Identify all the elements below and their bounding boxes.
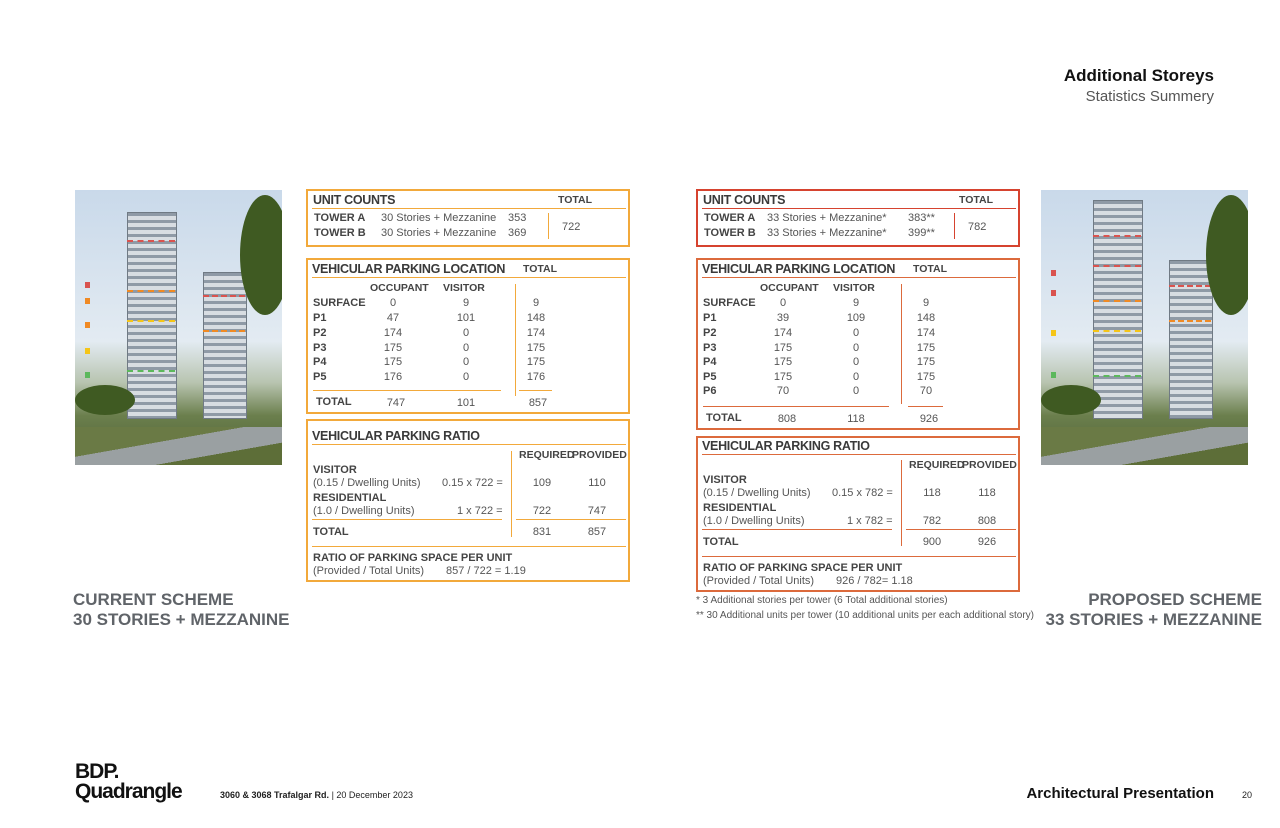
page-number: 20 xyxy=(1242,790,1253,800)
tower-a-units: 383** xyxy=(908,212,935,224)
residential-calc: 1 x 722 = xyxy=(457,505,503,517)
parking-location-title: VEHICULAR PARKING LOCATION xyxy=(702,262,896,276)
level-label: P4 xyxy=(313,356,327,368)
current-scheme-line1: CURRENT SCHEME xyxy=(73,590,234,609)
total-value: 175 xyxy=(916,371,936,383)
occupant-value: 175 xyxy=(773,371,793,383)
visitor-value: 0 xyxy=(852,327,860,339)
tower-a-label: TOWER A xyxy=(314,212,366,224)
visitor-provided: 118 xyxy=(978,487,996,499)
overall-total: 857 xyxy=(528,397,548,409)
occupant-value: 70 xyxy=(776,385,790,397)
visitor-value: 0 xyxy=(462,327,470,339)
current-parking-location-table xyxy=(306,258,630,414)
total-value: 9 xyxy=(532,297,540,309)
visitor-value: 0 xyxy=(852,385,860,397)
unit-counts-title: UNIT COUNTS xyxy=(313,193,396,207)
overall-total: 926 xyxy=(919,413,939,425)
total-value: 9 xyxy=(922,297,930,309)
parking-total-label: TOTAL xyxy=(316,396,352,408)
proposed-parking-ratio-table xyxy=(696,436,1020,592)
total-value: 174 xyxy=(526,327,546,339)
visitor-required: 118 xyxy=(923,487,941,499)
level-label: P2 xyxy=(313,327,327,339)
tower-b-units: 369 xyxy=(508,227,527,239)
page-title: Additional Storeys xyxy=(1063,66,1214,85)
visitor-value: 0 xyxy=(462,342,470,354)
ratio-per-unit-label: RATIO OF PARKING SPACE PER UNIT xyxy=(313,552,513,564)
current-scheme-title xyxy=(73,590,289,630)
level-label: P6 xyxy=(703,385,717,397)
visitor-calc: 0.15 x 722 = xyxy=(442,477,503,489)
occupant-header: OCCUPANT xyxy=(370,282,429,294)
tower-b-desc: 30 Stories + Mezzanine xyxy=(381,227,497,239)
occupant-value: 175 xyxy=(383,342,403,354)
logo-line2: Quadrangle xyxy=(75,780,182,803)
proposed-scheme-rendering xyxy=(1041,190,1248,465)
logo-line1: BDP. xyxy=(75,760,119,783)
proposed-unit-counts-table xyxy=(696,189,1020,247)
tower-b-label: TOWER B xyxy=(314,227,366,239)
level-label: SURFACE xyxy=(703,297,756,309)
unit-counts-total-header: TOTAL xyxy=(959,194,994,206)
ratio-total-label: TOTAL xyxy=(703,536,739,548)
occupant-total: 747 xyxy=(386,397,406,409)
occupant-value: 47 xyxy=(386,312,400,324)
visitor-provided: 110 xyxy=(588,477,606,489)
residential-calc: 1 x 782 = xyxy=(847,515,893,527)
level-label: SURFACE xyxy=(313,297,366,309)
unit-counts-total: 782 xyxy=(968,221,987,233)
visitor-value: 0 xyxy=(462,371,470,383)
footer-address: 3060 & 3068 Trafalgar Rd. xyxy=(220,790,330,800)
footer-presentation-title: Architectural Presentation xyxy=(1026,785,1214,802)
ratio-total-required: 900 xyxy=(922,536,942,548)
level-label: P5 xyxy=(313,371,327,383)
total-value: 176 xyxy=(526,371,546,383)
page-subtitle: Statistics Summery xyxy=(1085,88,1214,105)
visitor-value: 0 xyxy=(462,356,470,368)
footer-date: | 20 December 2023 xyxy=(329,790,413,800)
occupant-value: 175 xyxy=(773,342,793,354)
occupant-value: 175 xyxy=(383,356,403,368)
occupant-value: 0 xyxy=(389,297,397,309)
total-value: 148 xyxy=(916,312,936,324)
level-label: P5 xyxy=(703,371,717,383)
level-label: P4 xyxy=(703,356,717,368)
parking-ratio-title: VEHICULAR PARKING RATIO xyxy=(312,429,480,443)
visitor-total: 101 xyxy=(456,397,476,409)
current-unit-counts-table xyxy=(306,189,630,247)
tower-a-units: 353 xyxy=(508,212,527,224)
residential-sub: (1.0 / Dwelling Units) xyxy=(703,515,805,527)
current-parking-ratio-table xyxy=(306,419,630,582)
provided-header: PROVIDED xyxy=(962,459,1017,471)
residential-label: RESIDENTIAL xyxy=(313,492,387,504)
occupant-value: 174 xyxy=(773,327,793,339)
occupant-value: 174 xyxy=(383,327,403,339)
bdp-quadrangle-logo xyxy=(75,762,182,802)
total-value: 175 xyxy=(916,356,936,368)
tower-a-label: TOWER A xyxy=(704,212,756,224)
parking-ratio-title: VEHICULAR PARKING RATIO xyxy=(702,439,870,453)
visitor-value: 109 xyxy=(846,312,866,324)
required-header: REQUIRED xyxy=(909,459,965,471)
residential-label: RESIDENTIAL xyxy=(703,502,777,514)
current-scheme-rendering xyxy=(75,190,282,465)
visitor-value: 101 xyxy=(456,312,476,324)
tower-a-desc: 33 Stories + Mezzanine* xyxy=(767,212,887,224)
total-value: 148 xyxy=(526,312,546,324)
proposed-scheme-title xyxy=(1046,590,1262,630)
parking-location-title: VEHICULAR PARKING LOCATION xyxy=(312,262,506,276)
ratio-per-unit-sub: (Provided / Total Units) xyxy=(703,575,815,587)
parking-location-total-header: TOTAL xyxy=(523,263,558,275)
residential-provided: 808 xyxy=(977,515,997,527)
visitor-label: VISITOR xyxy=(703,474,747,486)
visitor-value: 0 xyxy=(852,342,860,354)
ratio-per-unit-calc: 926 / 782= 1.18 xyxy=(836,575,913,587)
visitor-value: 0 xyxy=(852,356,860,368)
proposed-scheme-line1: PROPOSED SCHEME xyxy=(1088,590,1262,609)
visitor-label: VISITOR xyxy=(313,464,357,476)
occupant-value: 175 xyxy=(773,356,793,368)
ratio-total-provided: 857 xyxy=(587,526,607,538)
visitor-value: 9 xyxy=(852,297,860,309)
level-label: P1 xyxy=(703,312,717,324)
residential-required: 782 xyxy=(922,515,942,527)
tower-b-units: 399** xyxy=(908,227,935,239)
ratio-total-required: 831 xyxy=(532,526,552,538)
level-label: P2 xyxy=(703,327,717,339)
visitor-value: 9 xyxy=(462,297,470,309)
residential-provided: 747 xyxy=(587,505,607,517)
ratio-per-unit-label: RATIO OF PARKING SPACE PER UNIT xyxy=(703,562,903,574)
parking-location-total-header: TOTAL xyxy=(913,263,948,275)
visitor-sub: (0.15 / Dwelling Units) xyxy=(703,487,811,499)
total-value: 174 xyxy=(916,327,936,339)
parking-total-label: TOTAL xyxy=(706,412,742,424)
level-label: P3 xyxy=(313,342,327,354)
ratio-per-unit-sub: (Provided / Total Units) xyxy=(313,565,425,577)
unit-counts-total: 722 xyxy=(562,221,581,233)
visitor-sub: (0.15 / Dwelling Units) xyxy=(313,477,421,489)
level-label: P3 xyxy=(703,342,717,354)
footer-project-info xyxy=(220,790,413,800)
footnote-additional-units: ** 30 Additional units per tower (10 additional units per each additional story) xyxy=(696,610,1034,621)
proposed-parking-location-table xyxy=(696,258,1020,430)
visitor-total: 118 xyxy=(847,413,865,425)
occupant-value: 0 xyxy=(779,297,787,309)
required-header: REQUIRED xyxy=(519,449,575,461)
unit-counts-title: UNIT COUNTS xyxy=(703,193,786,207)
total-value: 175 xyxy=(526,356,546,368)
unit-counts-total-header: TOTAL xyxy=(558,194,593,206)
ratio-total-provided: 926 xyxy=(977,536,997,548)
proposed-scheme-line2: 33 STORIES + MEZZANINE xyxy=(1045,610,1262,629)
residential-required: 722 xyxy=(532,505,552,517)
occupant-total: 808 xyxy=(777,413,797,425)
total-value: 175 xyxy=(526,342,546,354)
level-label: P1 xyxy=(313,312,327,324)
residential-sub: (1.0 / Dwelling Units) xyxy=(313,505,415,517)
ratio-per-unit-calc: 857 / 722 = 1.19 xyxy=(446,565,526,577)
visitor-value: 0 xyxy=(852,371,860,383)
provided-header: PROVIDED xyxy=(572,449,627,461)
current-scheme-line2: 30 STORIES + MEZZANINE xyxy=(73,610,290,629)
tower-a-desc: 30 Stories + Mezzanine xyxy=(381,212,497,224)
total-value: 70 xyxy=(919,385,933,397)
tower-b-desc: 33 Stories + Mezzanine* xyxy=(767,227,887,239)
tower-b-label: TOWER B xyxy=(704,227,756,239)
occupant-header: OCCUPANT xyxy=(760,282,819,294)
visitor-required: 109 xyxy=(532,477,552,489)
visitor-header: VISITOR xyxy=(443,282,485,294)
occupant-value: 176 xyxy=(383,371,403,383)
occupant-value: 39 xyxy=(776,312,790,324)
visitor-calc: 0.15 x 782 = xyxy=(832,487,893,499)
total-value: 175 xyxy=(916,342,936,354)
visitor-header: VISITOR xyxy=(833,282,875,294)
ratio-total-label: TOTAL xyxy=(313,526,349,538)
footnote-additional-stories: * 3 Additional stories per tower (6 Total additional stories) xyxy=(696,595,948,606)
